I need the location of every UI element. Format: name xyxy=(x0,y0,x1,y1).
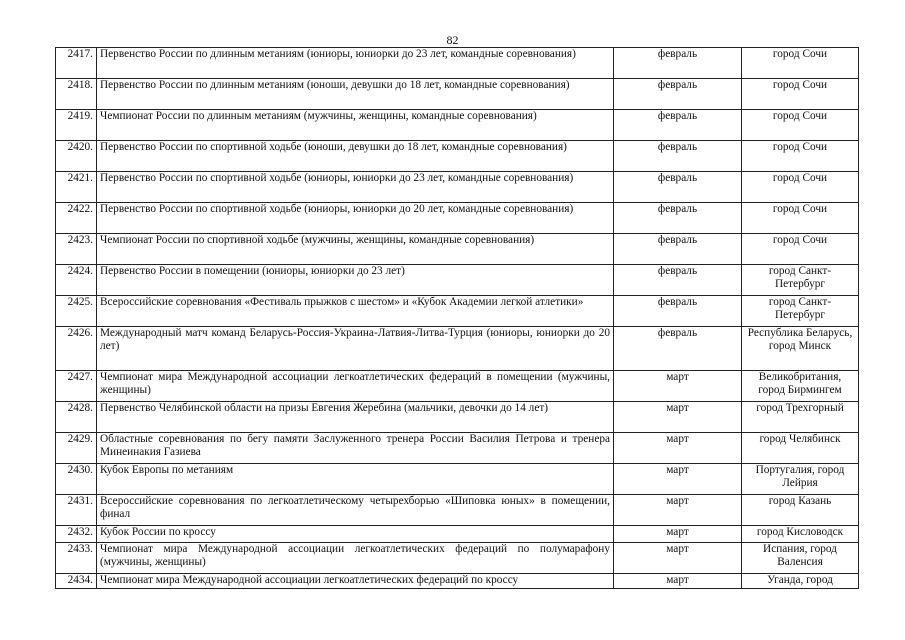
event-name: Чемпионат мира Международной ассоциации легкоатлетических федераций по кроссу xyxy=(97,574,614,589)
event-month: февраль xyxy=(614,203,742,234)
event-name: Кубок Европы по метаниям xyxy=(97,464,614,495)
event-name: Чемпионат мира Международной ассоциации легкоатлетических федераций по полумарафону (мужчины, женщины) xyxy=(97,543,614,574)
table-row xyxy=(56,495,859,526)
row-number: 2431. xyxy=(56,495,97,526)
event-name: Первенство России по длинным метаниям (юниоры, юниорки до 23 лет, командные соревнования) xyxy=(97,48,614,79)
event-name: Чемпионат России по спортивной ходьбе (мужчины, женщины, командные соревнования) xyxy=(97,234,614,265)
event-month: февраль xyxy=(614,79,742,110)
event-place: город Санкт-Петербург xyxy=(742,296,859,327)
event-place: город Сочи xyxy=(742,203,859,234)
event-place: Великобритания, город Бирмингем xyxy=(742,371,859,402)
event-month: февраль xyxy=(614,110,742,141)
event-month: март xyxy=(614,543,742,574)
row-number: 2425. xyxy=(56,296,97,327)
event-month: февраль xyxy=(614,296,742,327)
event-name: Первенство России по спортивной ходьбе (юноши, девушки до 18 лет, командные соревнования) xyxy=(97,141,614,172)
event-place: город Сочи xyxy=(742,141,859,172)
event-name: Областные соревнования по бегу памяти Заслуженного тренера России Василия Петрова и тренера Минеинакия Газиева xyxy=(97,433,614,464)
event-name: Первенство России по длинным метаниям (юноши, девушки до 18 лет, командные соревнования) xyxy=(97,79,614,110)
table-row xyxy=(56,371,859,402)
event-name: Международный матч команд Беларусь-Россия-Украина-Латвия-Литва-Турция (юниоры, юниорки до 20 лет) xyxy=(97,327,614,371)
table-row xyxy=(56,464,859,495)
table-row xyxy=(56,265,859,296)
row-number: 2424. xyxy=(56,265,97,296)
event-name: Первенство России в помещении (юниоры, юниорки до 23 лет) xyxy=(97,265,614,296)
table-row xyxy=(56,402,859,433)
event-month: февраль xyxy=(614,265,742,296)
event-place: город Трехгорный xyxy=(742,402,859,433)
table-row xyxy=(56,526,859,543)
row-number: 2417. xyxy=(56,48,97,79)
row-number: 2428. xyxy=(56,402,97,433)
event-month: март xyxy=(614,371,742,402)
table-row xyxy=(56,327,859,371)
table-row xyxy=(56,141,859,172)
row-number: 2422. xyxy=(56,203,97,234)
event-place: город Санкт-Петербург xyxy=(742,265,859,296)
event-month: февраль xyxy=(614,172,742,203)
table-row xyxy=(56,203,859,234)
events-table xyxy=(55,47,859,589)
event-month: февраль xyxy=(614,141,742,172)
row-number: 2433. xyxy=(56,543,97,574)
row-number: 2421. xyxy=(56,172,97,203)
event-name: Первенство России по спортивной ходьбе (юниоры, юниорки до 20 лет, командные соревнования) xyxy=(97,203,614,234)
event-name: Всероссийские соревнования по легкоатлетическому четырехборью «Шиповка юных» в помещении, финал xyxy=(97,495,614,526)
row-number: 2420. xyxy=(56,141,97,172)
table-row xyxy=(56,172,859,203)
event-name: Первенство России по спортивной ходьбе (юниоры, юниорки до 23 лет, командные соревнования) xyxy=(97,172,614,203)
event-place: город Кисловодск xyxy=(742,526,859,543)
table-row xyxy=(56,296,859,327)
event-month: февраль xyxy=(614,327,742,371)
event-name: Первенство Челябинской области на призы Евгения Жеребина (мальчики, девочки до 14 лет) xyxy=(97,402,614,433)
row-number: 2427. xyxy=(56,371,97,402)
event-place: Уганда, город xyxy=(742,574,859,589)
event-place: город Сочи xyxy=(742,79,859,110)
row-number: 2426. xyxy=(56,327,97,371)
event-month: март xyxy=(614,574,742,589)
event-place: город Сочи xyxy=(742,110,859,141)
event-month: март xyxy=(614,433,742,464)
event-month: февраль xyxy=(614,234,742,265)
event-place: Испания, город Валенсия xyxy=(742,543,859,574)
table-row xyxy=(56,79,859,110)
event-place: город Казань xyxy=(742,495,859,526)
row-number: 2418. xyxy=(56,79,97,110)
row-number: 2419. xyxy=(56,110,97,141)
event-place: город Сочи xyxy=(742,48,859,79)
table-row xyxy=(56,110,859,141)
event-month: март xyxy=(614,402,742,433)
event-month: март xyxy=(614,526,742,543)
event-month: март xyxy=(614,464,742,495)
table-row xyxy=(56,48,859,79)
row-number: 2432. xyxy=(56,526,97,543)
table-row xyxy=(56,433,859,464)
row-number: 2430. xyxy=(56,464,97,495)
event-name: Кубок России по кроссу xyxy=(97,526,614,543)
page-number: 82 xyxy=(446,33,459,47)
row-number: 2434. xyxy=(56,574,97,589)
table-row xyxy=(56,574,859,589)
row-number: 2423. xyxy=(56,234,97,265)
event-place: город Челябинск xyxy=(742,433,859,464)
event-place: город Сочи xyxy=(742,234,859,265)
event-month: февраль xyxy=(614,48,742,79)
event-place: Республика Беларусь, город Минск xyxy=(742,327,859,371)
event-name: Всероссийские соревнования «Фестиваль прыжков с шестом» и «Кубок Академии легкой атлетики» xyxy=(97,296,614,327)
event-name: Чемпионат мира Международной ассоциации легкоатлетических федераций в помещении (мужчины, женщины) xyxy=(97,371,614,402)
table-row xyxy=(56,543,859,574)
event-place: Португалия, город Лейрия xyxy=(742,464,859,495)
event-place: город Сочи xyxy=(742,172,859,203)
event-month: март xyxy=(614,495,742,526)
table-row xyxy=(56,234,859,265)
event-name: Чемпионат России по длинным метаниям (мужчины, женщины, командные соревнования) xyxy=(97,110,614,141)
row-number: 2429. xyxy=(56,433,97,464)
